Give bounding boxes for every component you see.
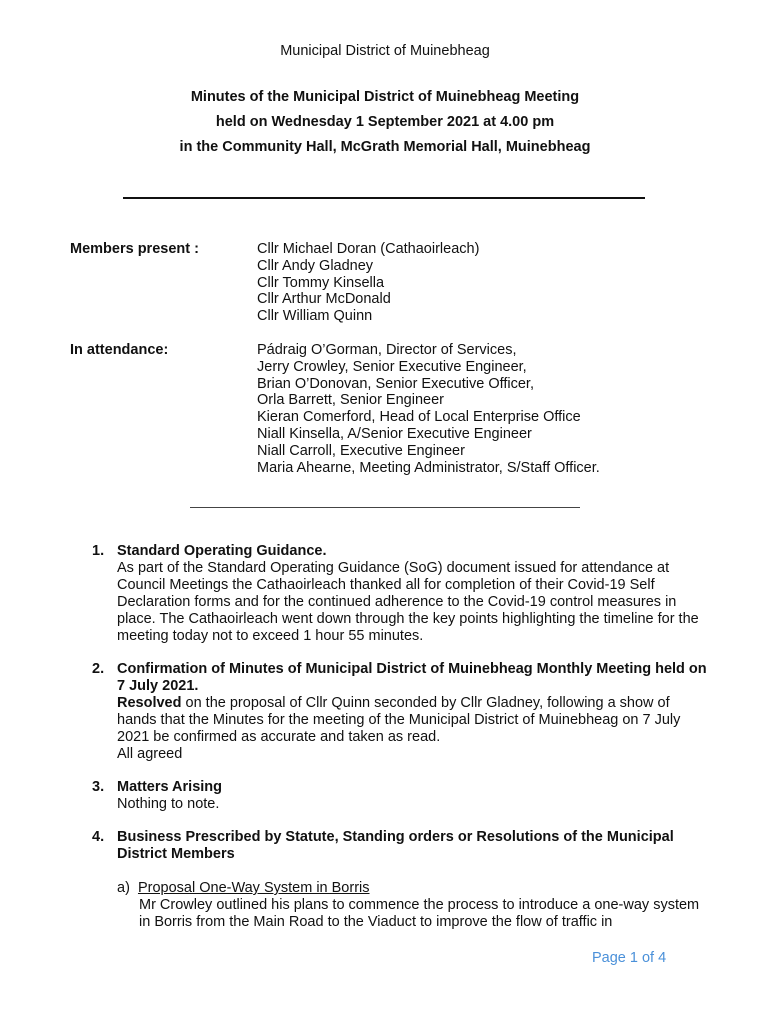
agenda-item-4 xyxy=(92,829,712,863)
attendee-name: Kieran Comerford, Head of Local Enterprise Office xyxy=(257,409,581,426)
attendee-name: Orla Barrett, Senior Engineer xyxy=(257,392,444,409)
title-divider xyxy=(123,197,645,199)
item-heading: Standard Operating Guidance. xyxy=(117,543,327,559)
attendee-name: Maria Ahearne, Meeting Administrator, S/Staff Officer. xyxy=(257,459,600,476)
item-number: 3. xyxy=(92,779,105,795)
document-header: Municipal District of Muinebheag xyxy=(280,43,490,59)
item-number: 1. xyxy=(92,543,105,559)
members-present-label: Members present : xyxy=(70,241,199,257)
member-name: Cllr William Quinn xyxy=(257,308,373,325)
item-heading: Matters Arising xyxy=(117,779,223,795)
item-body xyxy=(117,695,712,746)
member-name: Cllr Andy Gladney xyxy=(257,257,374,274)
attendee-name: Niall Kinsella, A/Senior Executive Engineer xyxy=(257,425,532,442)
attendee-name: Pádraig O’Gorman, Director of Services, xyxy=(257,342,517,358)
item-number: 2. xyxy=(92,661,105,677)
item-heading: Confirmation of Minutes of Municipal District of Muinebheag Monthly Meeting held on 7 July 2021. xyxy=(117,661,707,694)
in-attendance-label: In attendance: xyxy=(70,342,169,358)
item-outcome: All agreed xyxy=(117,745,183,762)
subitem-marker: a) xyxy=(117,880,130,896)
member-name: Cllr Arthur McDonald xyxy=(257,291,391,308)
attendee-name: Niall Carroll, Executive Engineer xyxy=(257,442,465,459)
title-line-3: in the Community Hall, McGrath Memorial Hall, Muinebheag xyxy=(179,139,591,155)
item-body: As part of the Standard Operating Guidance (SoG) document issued for attendance at Council Meetings the Cathaoirleach thanked all for completion of their Covid-19 Self Declaration forms and for the continued adherence to the Covid-19 control measures in place. The Cathaoirleach went down through the key points highlighting the timeline for the meeting today not to exceed 1 hour 55 minutes. xyxy=(117,559,699,644)
agenda-subitem-4a xyxy=(117,880,707,931)
title-line-2: held on Wednesday 1 September 2021 at 4.00 pm xyxy=(215,114,555,130)
agenda-item-2 xyxy=(92,661,712,762)
item-heading: Business Prescribed by Statute, Standing orders or Resolutions of the Municipal District Members xyxy=(117,829,674,862)
resolved-label: Resolved xyxy=(117,694,182,711)
title-line-1: Minutes of the Municipal District of Muinebheag Meeting xyxy=(190,89,580,105)
subitem-body: Mr Crowley outlined his plans to commence the process to introduce a one-way system in Borris from the Main Road to the Viaduct to improve the flow of traffic in xyxy=(139,896,700,930)
attendee-name: Brian O’Donovan, Senior Executive Officer, xyxy=(257,375,534,392)
attendee-name: Jerry Crowley, Senior Executive Engineer, xyxy=(257,358,527,375)
members-present-list xyxy=(257,241,479,325)
page-number: Page 1 of 4 xyxy=(592,950,667,966)
agenda-item-1 xyxy=(92,543,712,644)
item-body: Nothing to note. xyxy=(117,795,220,812)
section-divider xyxy=(190,507,580,508)
subitem-heading: Proposal One-Way System in Borris xyxy=(137,880,370,896)
member-name: Cllr Tommy Kinsella xyxy=(257,274,385,291)
item-number: 4. xyxy=(92,829,105,845)
item-body-text: on the proposal of Cllr Quinn seconded by Cllr Gladney, following a show of hands that the Minutes for the meeting of the Municipal District of Muinebheag on 7 July 2021 be confirmed as accurate and taken as read. xyxy=(117,694,681,745)
agenda-item-3 xyxy=(92,779,712,813)
in-attendance-list xyxy=(257,342,600,476)
member-name: Cllr Michael Doran (Cathaoirleach) xyxy=(257,241,480,257)
